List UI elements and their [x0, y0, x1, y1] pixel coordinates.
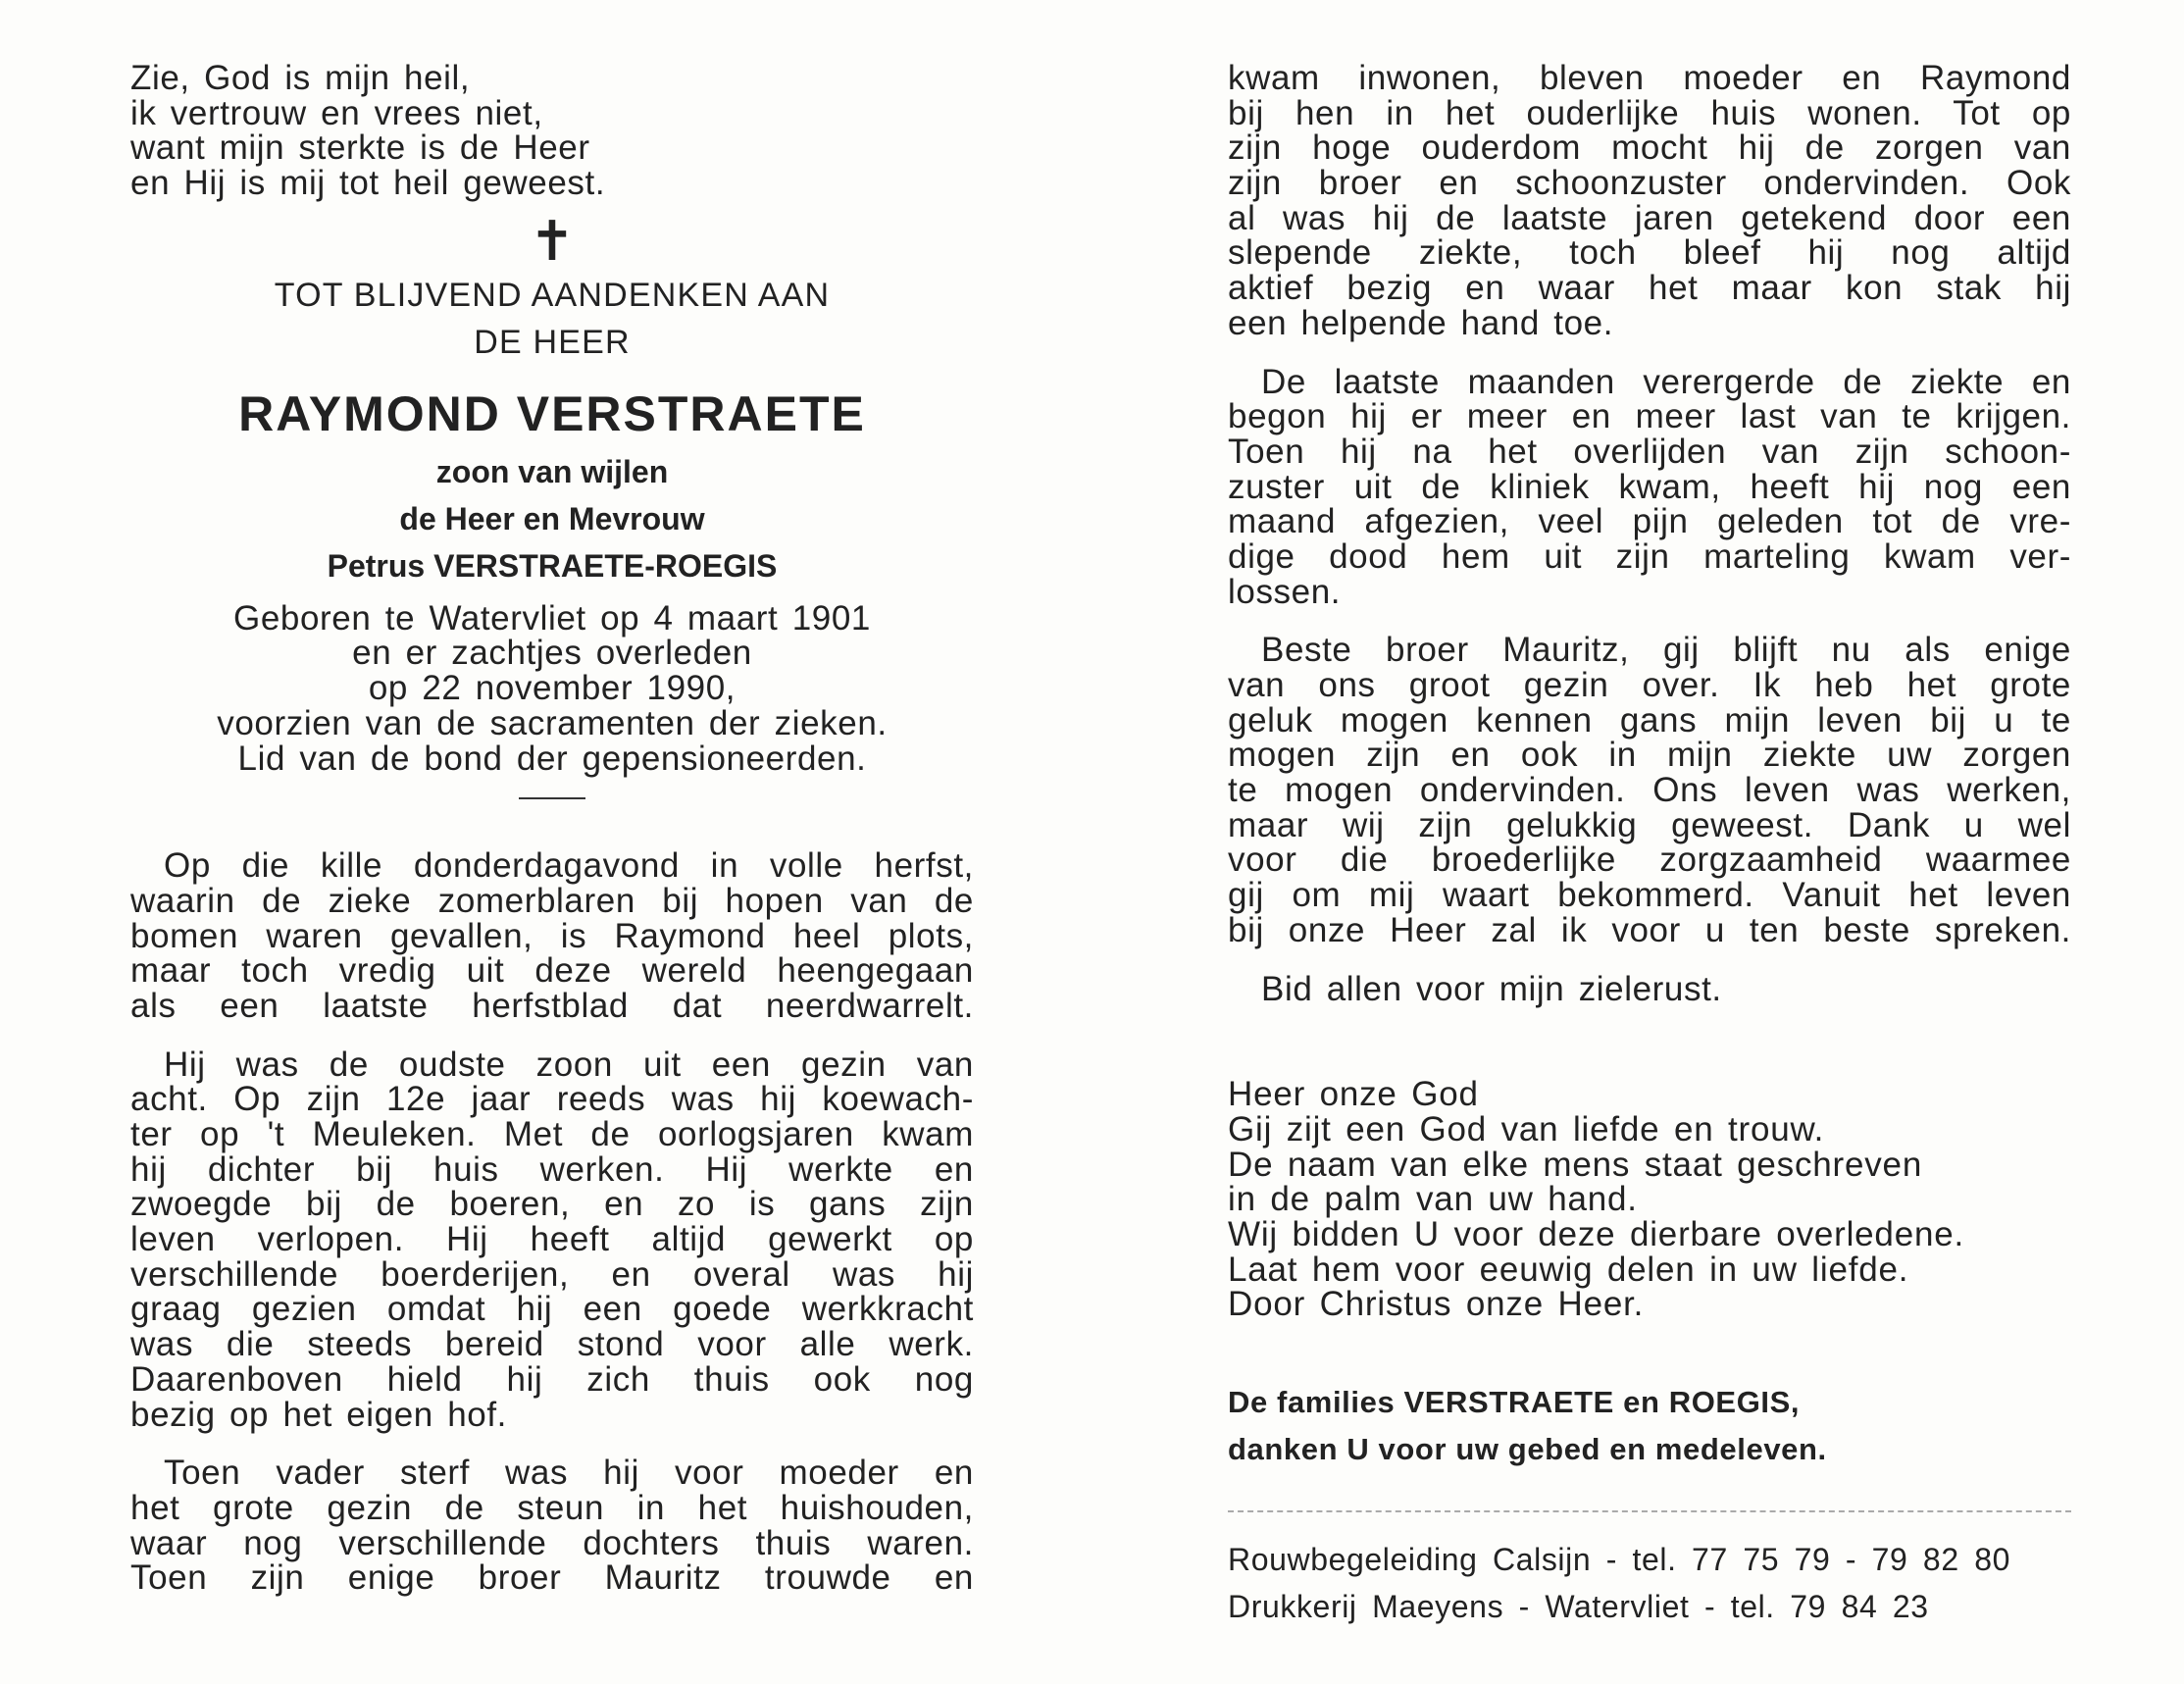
text-line: Hij was de oudste zoon uit een gezin van — [164, 1045, 974, 1084]
text-line: begon hij er meer en meer last van te krijgen. — [1228, 397, 2071, 436]
text-line: Toen hij na het overlijden van zijn schoon- — [1228, 432, 2071, 471]
cross-icon: ✝ — [529, 209, 576, 274]
life-detail: Geboren te Watervliet op 4 maart 1901 — [233, 598, 871, 638]
text-line: graag gezien omdat hij een goede werkkracht — [130, 1290, 974, 1329]
closing-request: Bid allen voor mijn zielerust. — [1261, 969, 1722, 1008]
prayer-line: Gij zijt een God van liefde en trouw. — [1228, 1109, 1825, 1148]
paragraph-2 — [130, 1047, 974, 1433]
life-detail: Lid van de bond der gepensioneerden. — [237, 739, 867, 778]
text-line: maar toch vredig uit deze wereld heengegaan — [130, 951, 974, 991]
text-line: maand afgezien, veel pijn geleden tot de vre- — [1228, 502, 2071, 541]
paragraph-1 — [130, 848, 974, 1023]
prayer — [1228, 1077, 2071, 1322]
text-line: acht. Op zijn 12e jaar reeds was hij koewach- — [130, 1080, 974, 1119]
text-line: aktief bezig en waar het maar kon stak hij — [1228, 269, 2071, 308]
text-line: Daarenboven hield hij zich thuis ook nog — [130, 1359, 974, 1399]
text-line: was die steeds bereid stond voor alle werk. — [130, 1325, 974, 1364]
life-detail: en er zachtjes overleden — [352, 634, 752, 673]
text-line: waarin de zieke zomerblaren bij hopen van de — [130, 881, 974, 920]
paragraph-6 — [1228, 633, 2071, 947]
text-line: ter op 't Meuleken. Met de oorlogsjaren kwam — [130, 1115, 974, 1153]
text-line: al was hij de laatste jaren getekend door een — [1228, 198, 2071, 237]
text-line: Beste broer Mauritz, gij blijft nu als enige — [1261, 631, 2071, 670]
psalm-line: en Hij is mij tot heil geweest. — [130, 164, 606, 203]
text-line: het grote gezin de steun in het huishouden, — [130, 1488, 974, 1527]
paragraph-4 — [1228, 61, 2071, 341]
text-line: leven verlopen. Hij heeft altijd gewerkt op — [130, 1220, 974, 1259]
family-thanks: De families VERSTRAETE en ROEGIS, — [1228, 1385, 1801, 1419]
prayer-line: De naam van elke mens staat geschreven — [1228, 1145, 1923, 1184]
text-line: bomen waren gevallen, is Raymond heel plots, — [130, 916, 974, 955]
footer-printer: Drukkerij Maeyens - Watervliet - tel. 79 84 23 — [1228, 1589, 1929, 1624]
text-line: maar wij zijn gelukkig geweest. Dank u wel — [1228, 805, 2071, 844]
deceased-name: RAYMOND VERSTRAETE — [238, 385, 866, 441]
text-line: zwoegde bij de boeren, en zo is gans zijn — [130, 1185, 974, 1224]
text-line: Toen zijn enige broer Mauritz trouwde en — [130, 1558, 974, 1598]
text-line: voor die broederlijke zorgzaamheid waarmee — [1228, 841, 2071, 880]
text-line: geluk mogen kennen gans mijn leven bij u te — [1228, 700, 2071, 740]
text-line: te mogen ondervinden. Ons leven was werken, — [1228, 771, 2071, 810]
memorial-heading: TOT BLIJVEND AANDENKEN AAN — [274, 276, 831, 314]
memorial-heading: DE HEER — [474, 323, 631, 361]
left-column — [130, 61, 974, 1596]
prayer-line: Door Christus onze Heer. — [1228, 1285, 1645, 1324]
prayer-line: Heer onze God — [1228, 1075, 1479, 1114]
parentage-line: zoon van wijlen — [435, 453, 669, 489]
psalm-verse — [130, 61, 974, 201]
text-line: van ons groot gezin over. Ik heb het grote — [1228, 666, 2071, 704]
text-line: zuster uit de kliniek kwam, heeft hij nog een — [1228, 467, 2071, 506]
prayer-line: Laat hem voor eeuwig delen in uw liefde. — [1228, 1250, 1909, 1289]
text-line: Op die kille donderdagavond in volle herfst, — [164, 846, 974, 886]
parentage-line: de Heer en Mevrouw — [399, 500, 705, 536]
prayer-line: Wij bidden U voor deze dierbare overledene. — [1228, 1214, 1965, 1253]
footer-funeral-service: Rouwbegeleiding Calsijn - tel. 77 75 79 - 79 82 80 — [1228, 1542, 2011, 1577]
text-line: dige dood hem uit zijn marteling kwam ver- — [1228, 536, 2071, 576]
text-line: Toen vader sterf was hij voor moeder en — [164, 1454, 974, 1493]
text-line: als een laatste herfstblad dat neerdwarrelt. — [130, 986, 974, 1025]
text-line: zijn broer en schoonzuster ondervinden. Ook — [1228, 164, 2071, 203]
right-column — [1228, 61, 2071, 1630]
paragraph-5 — [1228, 362, 2071, 611]
text-line: hij dichter bij huis werken. Hij werkte en — [130, 1149, 974, 1189]
text-line: een helpende hand toe. — [1228, 303, 1614, 342]
text-line: kwam inwonen, bleven moeder en Raymond — [1228, 59, 2071, 97]
text-line: bij hen in het ouderlijke huis wonen. Tot op — [1228, 93, 2071, 132]
psalm-line: want mijn sterkte is de Heer — [130, 128, 590, 168]
family-thanks: danken U voor uw gebed en medeleven. — [1228, 1432, 1827, 1466]
life-detail: op 22 november 1990, — [368, 669, 736, 708]
psalm-line: ik vertrouw en vrees niet, — [130, 93, 543, 132]
text-line: bij onze Heer zal ik voor u ten beste spreken. — [1228, 910, 2071, 949]
divider — [519, 797, 585, 799]
text-line: zijn hoge ouderdom mocht hij de zorgen van — [1228, 128, 2071, 168]
text-line: verschillende boerderijen, en overal was hij — [130, 1254, 974, 1294]
text-line: lossen. — [1228, 572, 1342, 611]
parentage-line: Petrus VERSTRAETE-ROEGIS — [327, 547, 778, 584]
psalm-line: Zie, God is mijn heil, — [130, 59, 471, 97]
text-line: mogen zijn en ook in mijn ziekte uw zorgen — [1228, 736, 2071, 775]
footer-separator — [1228, 1510, 2071, 1512]
text-line: slepende ziekte, toch bleef hij nog altijd — [1228, 233, 2071, 273]
life-detail: voorzien van de sacramenten der zieken. — [217, 703, 888, 742]
prayer-line: in de palm van uw hand. — [1228, 1180, 1638, 1219]
paragraph-3 — [130, 1455, 974, 1596]
text-line: bezig op het eigen hof. — [130, 1395, 507, 1434]
text-line: De laatste maanden verergerde de ziekte en — [1261, 362, 2071, 401]
text-line: gij om mij waart bekommerd. Vanuit het leven — [1228, 876, 2071, 915]
text-line: waar nog verschillende dochters thuis waren. — [130, 1523, 974, 1562]
